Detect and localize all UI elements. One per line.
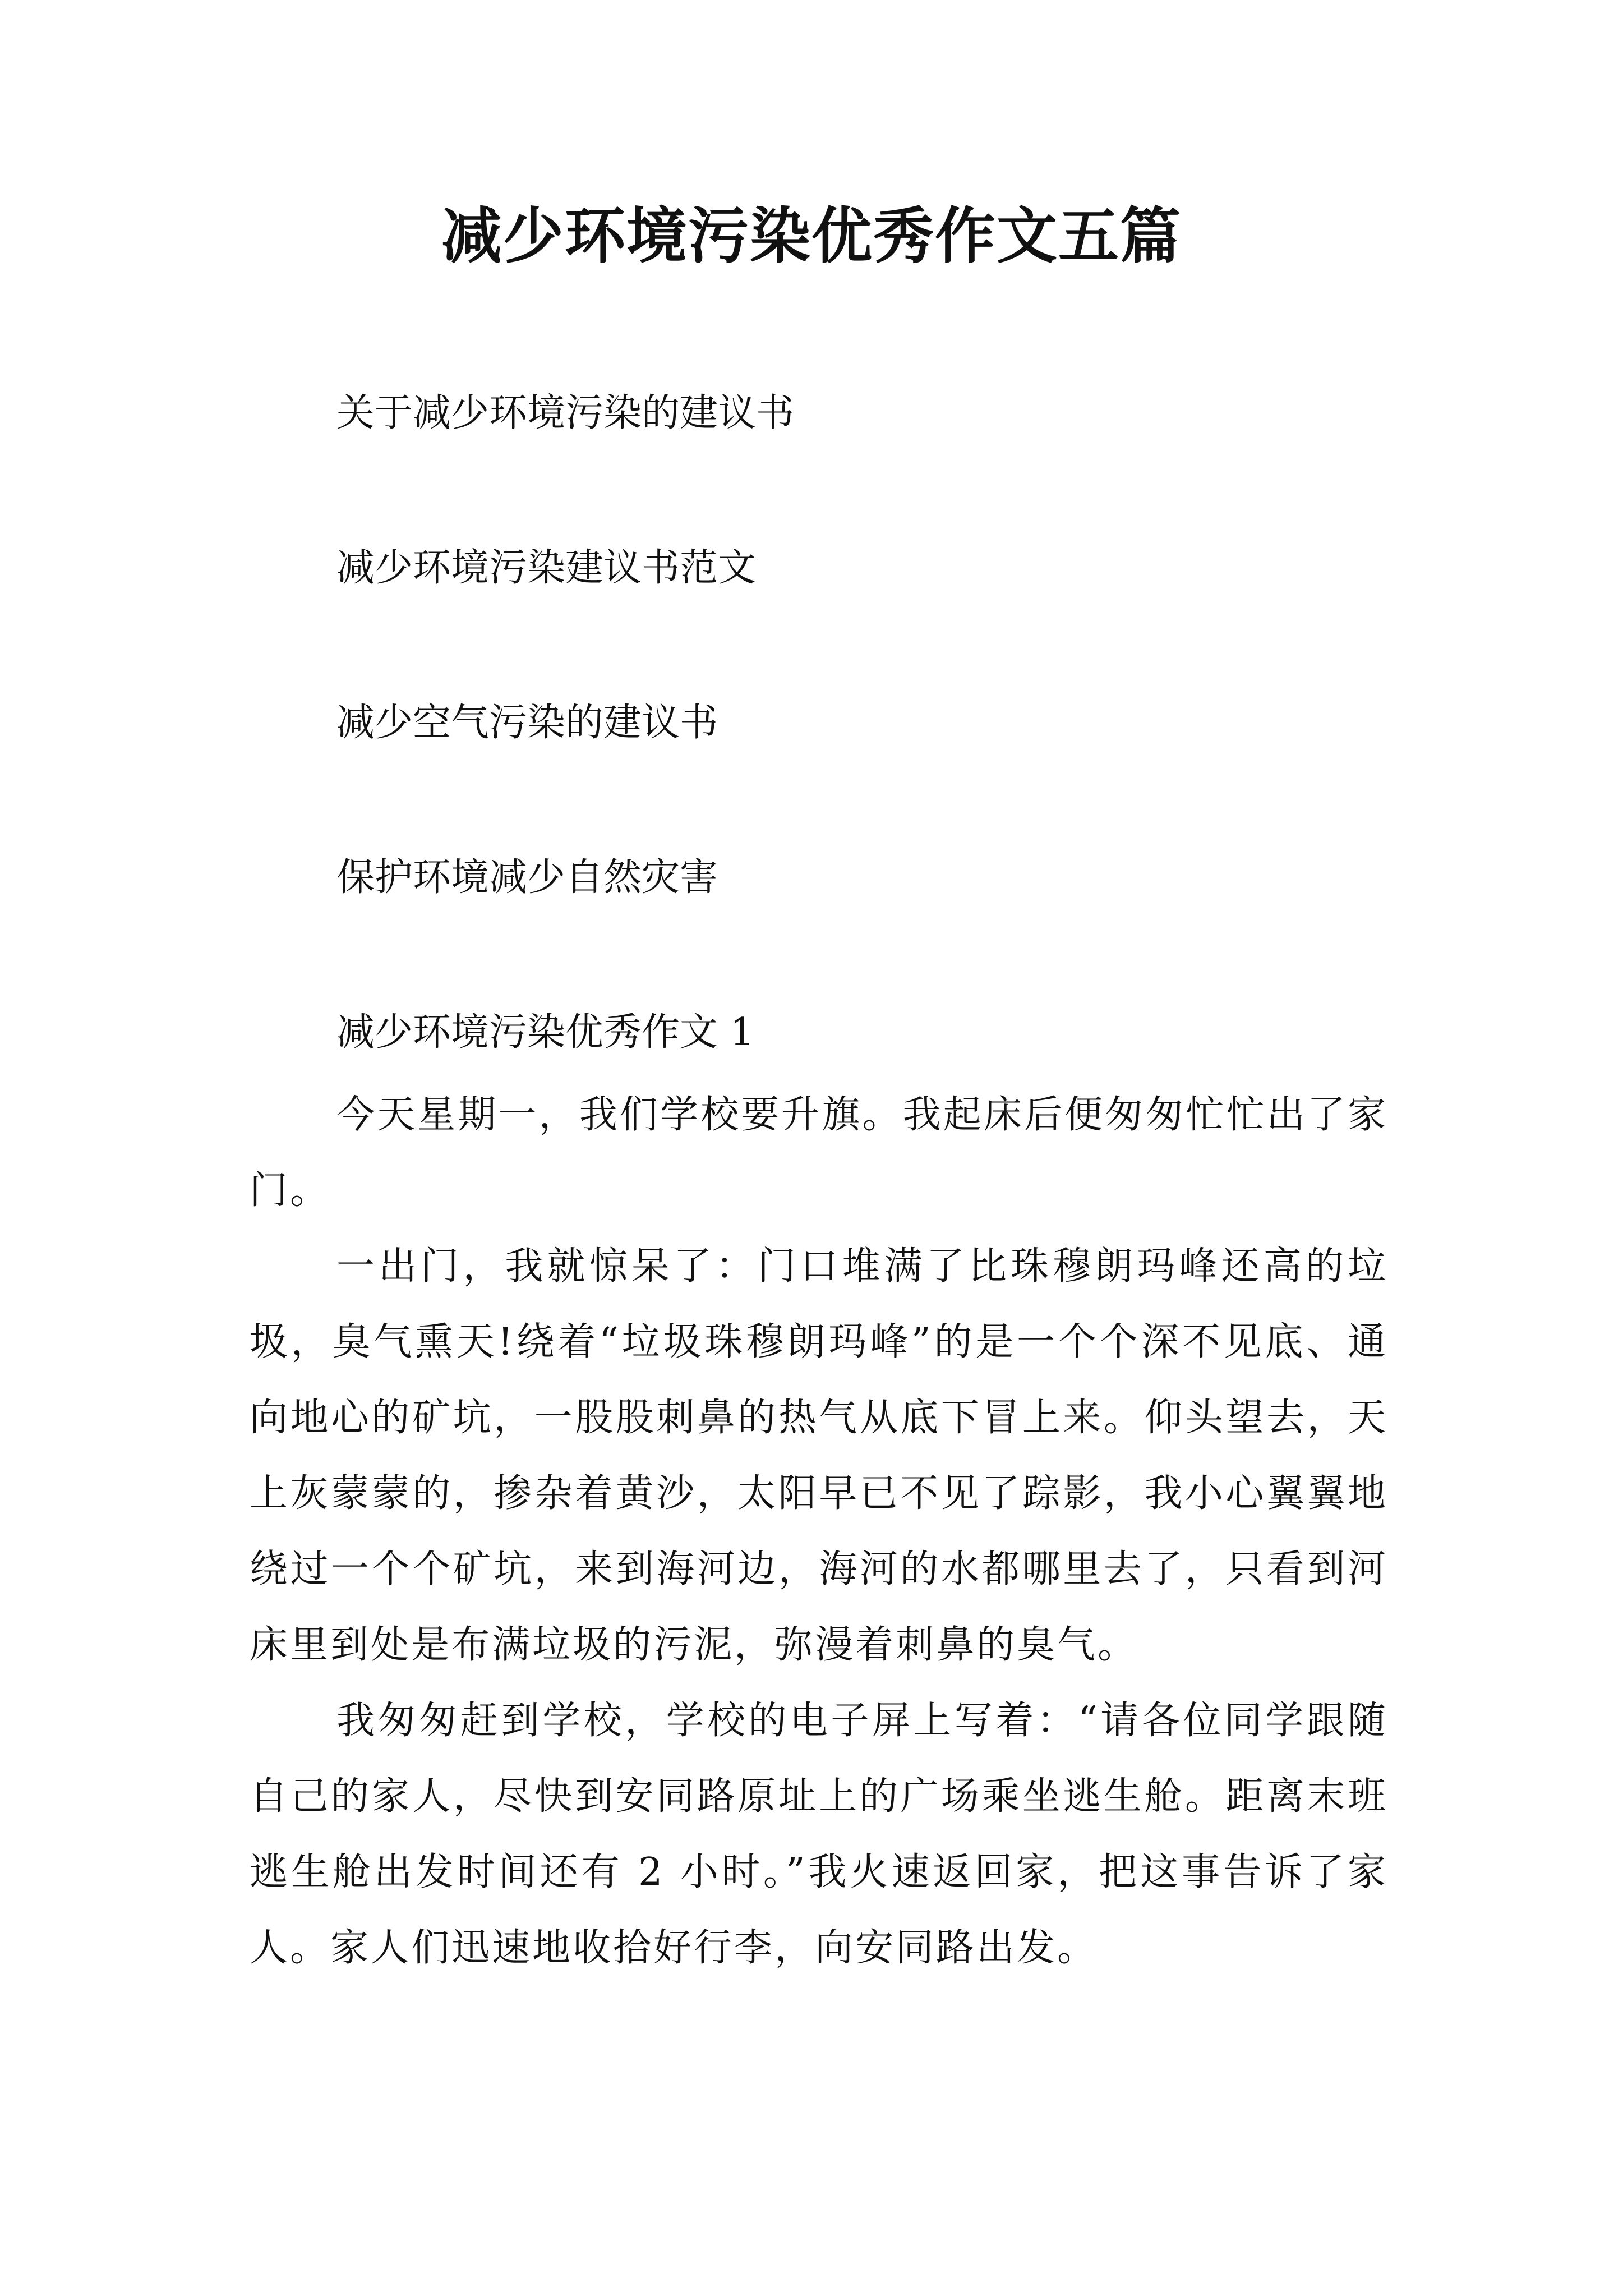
essay-body — [250, 1077, 1388, 1986]
section-heading: 减少环境污染优秀作文 1 — [336, 1010, 754, 1055]
paragraph-3: 我匆匆赶到学校，学校的电子屏上写着：“请各位同学跟随自己的家人，尽快到安同路原址上的广场乘坐逃生舱。距离末班逃生舱出发时间还有 2 小时。”我火速返回家，把这事告诉了家人。家人们迅速地收拾好行李，向安同路出发。 — [250, 1699, 1388, 1970]
toc-item-4: 保护环境减少自然灾害 — [336, 855, 718, 900]
document-title: 减少环境污染优秀作文五篇 — [441, 201, 1182, 272]
paragraph-1: 今天星期一，我们学校要升旗。我起床后便匆匆忙忙出了家门。 — [250, 1093, 1388, 1213]
toc-item-2: 减少环境污染建议书范文 — [336, 546, 757, 590]
toc-item-1: 关于减少环境污染的建议书 — [336, 391, 795, 435]
paragraph-2: 一出门，我就惊呆了：门口堆满了比珠穆朗玛峰还高的垃圾，臭气熏天!绕着“垃圾珠穆朗玛峰”的是一个个深不见底、通向地心的矿坑，一股股刺鼻的热气从底下冒上来。仰头望去，天上灰蒙蒙的，掺杂着黄沙，太阳早已不见了踪影，我小心翼翼地绕过一个个矿坑，来到海河边，海河的水都哪里去了，只看到河床里到处是布满垃圾的污泥，弥漫着刺鼻的臭气。 — [250, 1244, 1388, 1667]
toc-item-3: 减少空气污染的建议书 — [336, 701, 718, 745]
